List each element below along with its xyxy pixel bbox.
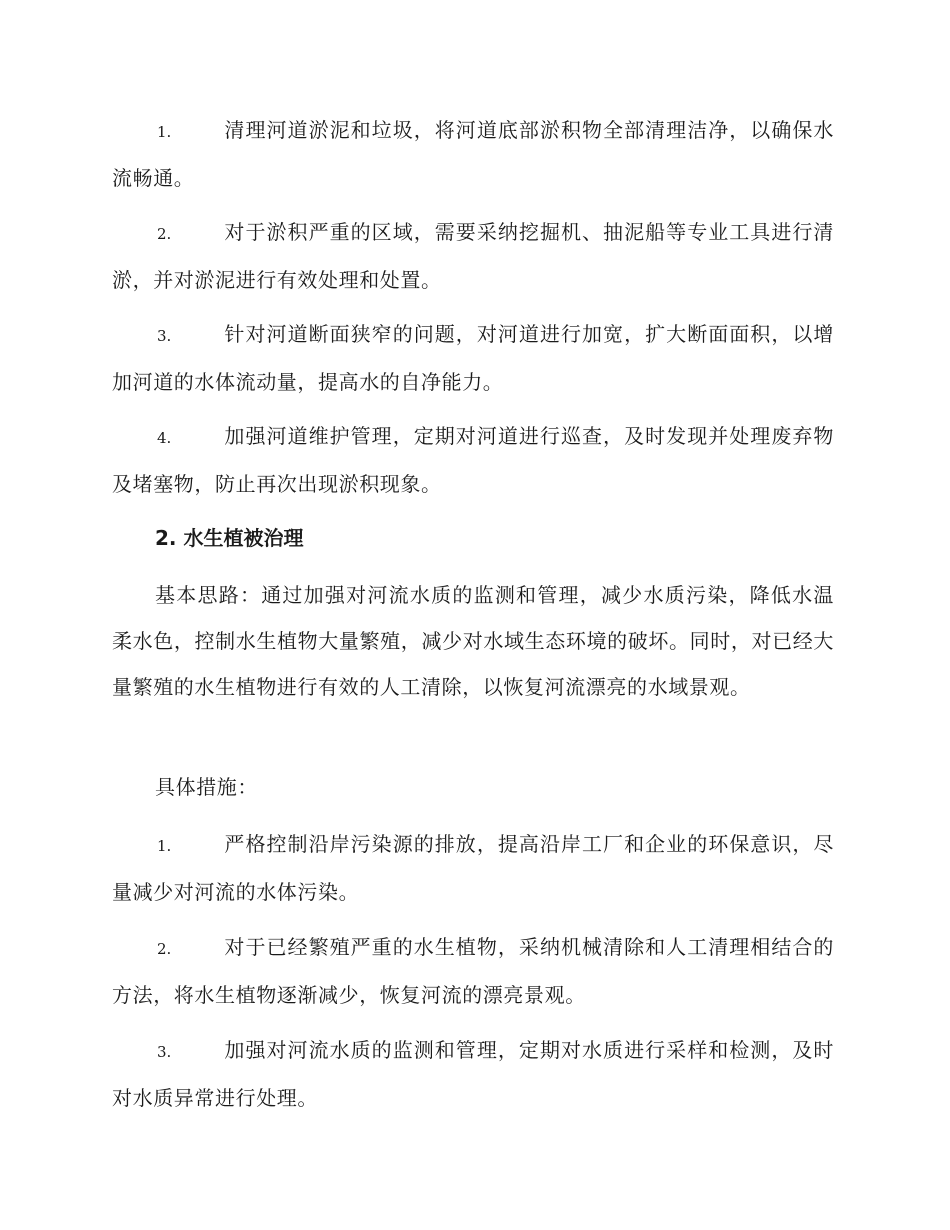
list-text: 对于淤积严重的区域，需要采纳挖掘机、抽泥船等专业工具进行清淤，并对淤泥进行有效处理和处置。	[112, 220, 834, 292]
list-number: 3.	[157, 327, 172, 345]
list-number: 2.	[157, 940, 172, 958]
section-heading: 2. 水生植被治理	[155, 526, 304, 550]
measures-label: 具体措施：	[155, 775, 258, 799]
list-number: 4.	[157, 429, 172, 447]
list-item	[112, 924, 834, 1018]
list-text: 清理河道淤泥和垃圾，将河道底部淤积物全部清理洁净，以确保水流畅通。	[112, 118, 834, 190]
list-item	[112, 821, 834, 915]
list-item	[112, 107, 834, 201]
list-text: 严格控制沿岸污染源的排放，提高沿岸工厂和企业的环保意识，尽量减少对河流的水体污染。	[112, 832, 834, 904]
list-number: 1.	[157, 123, 172, 141]
list-number: 2.	[157, 225, 172, 243]
list-item	[112, 1027, 834, 1121]
list-item	[112, 413, 834, 507]
list-text: 对于已经繁殖严重的水生植物，采纳机械清除和人工清理相结合的方法，将水生植物逐渐减少，恢复河流的漂亮景观。	[112, 935, 834, 1007]
list-text: 针对河道断面狭窄的问题，对河道进行加宽，扩大断面面积，以增加河道的水体流动量，提高水的自净能力。	[112, 322, 834, 394]
list-item	[112, 209, 834, 303]
list-number: 3.	[157, 1043, 172, 1061]
list-text: 加强河道维护管理，定期对河道进行巡查，及时发现并处理废弃物及堵塞物，防止再次出现淤积现象。	[112, 424, 834, 496]
list-item	[112, 311, 834, 405]
list-number: 1.	[157, 837, 172, 855]
list-text: 加强对河流水质的监测和管理，定期对水质进行采样和检测，及时对水质异常进行处理。	[112, 1038, 834, 1110]
basic-idea-paragraph: 基本思路：通过加强对河流水质的监测和管理，减少水质污染，降低水温柔水色，控制水生植物大量繁殖，减少对水域生态环境的破坏。同时，对已经大量繁殖的水生植物进行有效的人工清除，以恢复河流漂亮的水域景观。	[112, 583, 834, 699]
